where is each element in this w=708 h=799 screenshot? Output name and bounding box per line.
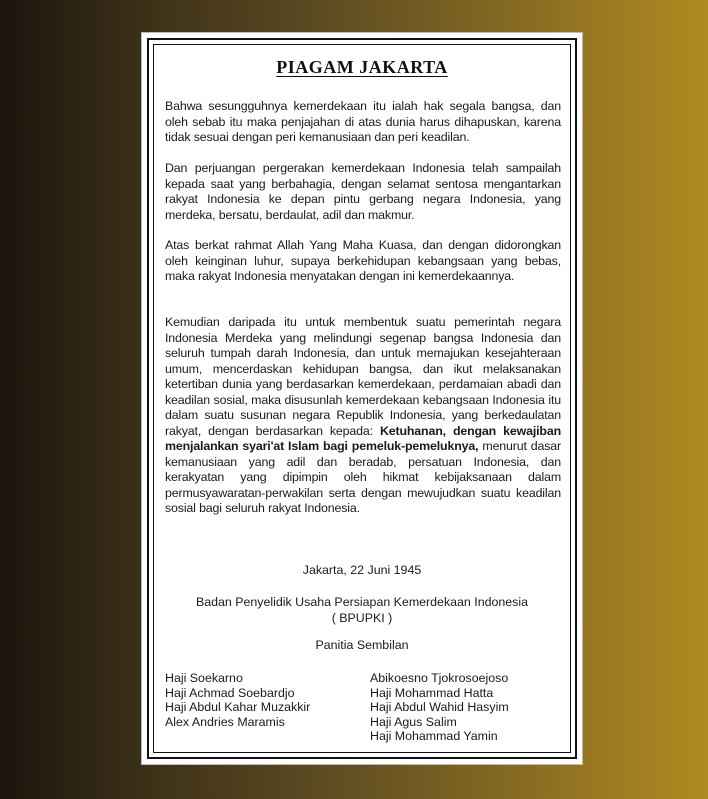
paragraph-4-start: Kemudian daripada itu untuk membentuk suatu pemerintah negara Indonesia Merdeka yang melindungi segenap bangsa Indonesia dan seluruh tumpah darah Indonesia, dan untuk memajukan kesejahteraan umum, mencerdaskan kehidupan bangsa, dan ikut melaksanakan ketertiban dunia yang berdasarkan kemerdekaan, perdamaian abadi dan keadilan sosial, maka disusunlah kemerdekaan kebangsaan Indonesia itu dalam suatu susunan negara Republik Indonesia, yang berkedaulatan rakyat, dengan berdasarkan kepada: xyxy=(165,315,561,438)
paragraph-3: Atas berkat rahmat Allah Yang Maha Kuasa, dan dengan didorongkan oleh keinginan luhur, supaya berkehidupan kebangsaan yang bebas, maka rakyat Indonesia menyatakan dengan ini kemerdekaannya. xyxy=(165,238,561,283)
bpupki-abbrev: ( BPUPKI ) xyxy=(331,611,393,625)
bpupki-name: Badan Penyelidik Usaha Persiapan Kemerdekaan Indonesia xyxy=(195,595,528,609)
signatory: Haji Mohammad Hatta xyxy=(370,685,494,700)
signatory: Alex Andries Maramis xyxy=(165,714,285,729)
signatory: Haji Abdul Kahar Muzakkir xyxy=(165,700,311,714)
paragraph-4 xyxy=(165,315,561,517)
place-date: Jakarta, 22 Juni 1945 xyxy=(302,563,422,577)
paragraph-4-end: menurut dasar kemanusiaan yang adil dan beradab, persatuan Indonesia, dan kerakyatan yang dipimpin oleh hikmat kebijaksanaan dalam permusyawaratan-perwakilan serta dengan mewujudkan suatu keadilan sosial bagi seluruh rakyat Indonesia. xyxy=(165,439,562,515)
signatory: Abikoesno Tjokrosoejoso xyxy=(370,671,509,685)
signatories-left xyxy=(165,671,310,729)
signatory: Haji Agus Salim xyxy=(370,714,457,729)
document-page xyxy=(141,32,583,765)
committee-name: Panitia Sembilan xyxy=(315,638,409,652)
paragraph-2: Dan perjuangan pergerakan kemerdekaan Indonesia telah sampailah kepada saat yang berbahagia, dengan selamat sentosa mengantarkan rakyat Indonesia ke depan pintu gerbang negara Indonesia, yang merdeka, bersatu, berdaulat, adil dan makmur. xyxy=(165,161,561,222)
signatory: Haji Achmad Soebardjo xyxy=(165,685,295,700)
signatory: Haji Soekarno xyxy=(165,671,243,685)
signatory: Haji Mohammad Yamin xyxy=(370,729,498,743)
document-title: PIAGAM JAKARTA xyxy=(276,57,448,77)
signatory: Haji Abdul Wahid Hasyim xyxy=(370,700,509,714)
paragraph-4-bold: Ketuhanan, dengan kewajiban menjalankan syari'at Islam bagi pemeluk-pemeluknya, xyxy=(165,423,561,453)
paragraph-1: Bahwa sesungguhnya kemerdekaan itu ialah hak segala bangsa, dan oleh sebab itu maka penjajahan di atas dunia harus dihapuskan, karena tidak sesuai dengan peri kemanusiaan dan peri keadilan. xyxy=(165,99,561,144)
signatories-right xyxy=(370,671,509,744)
